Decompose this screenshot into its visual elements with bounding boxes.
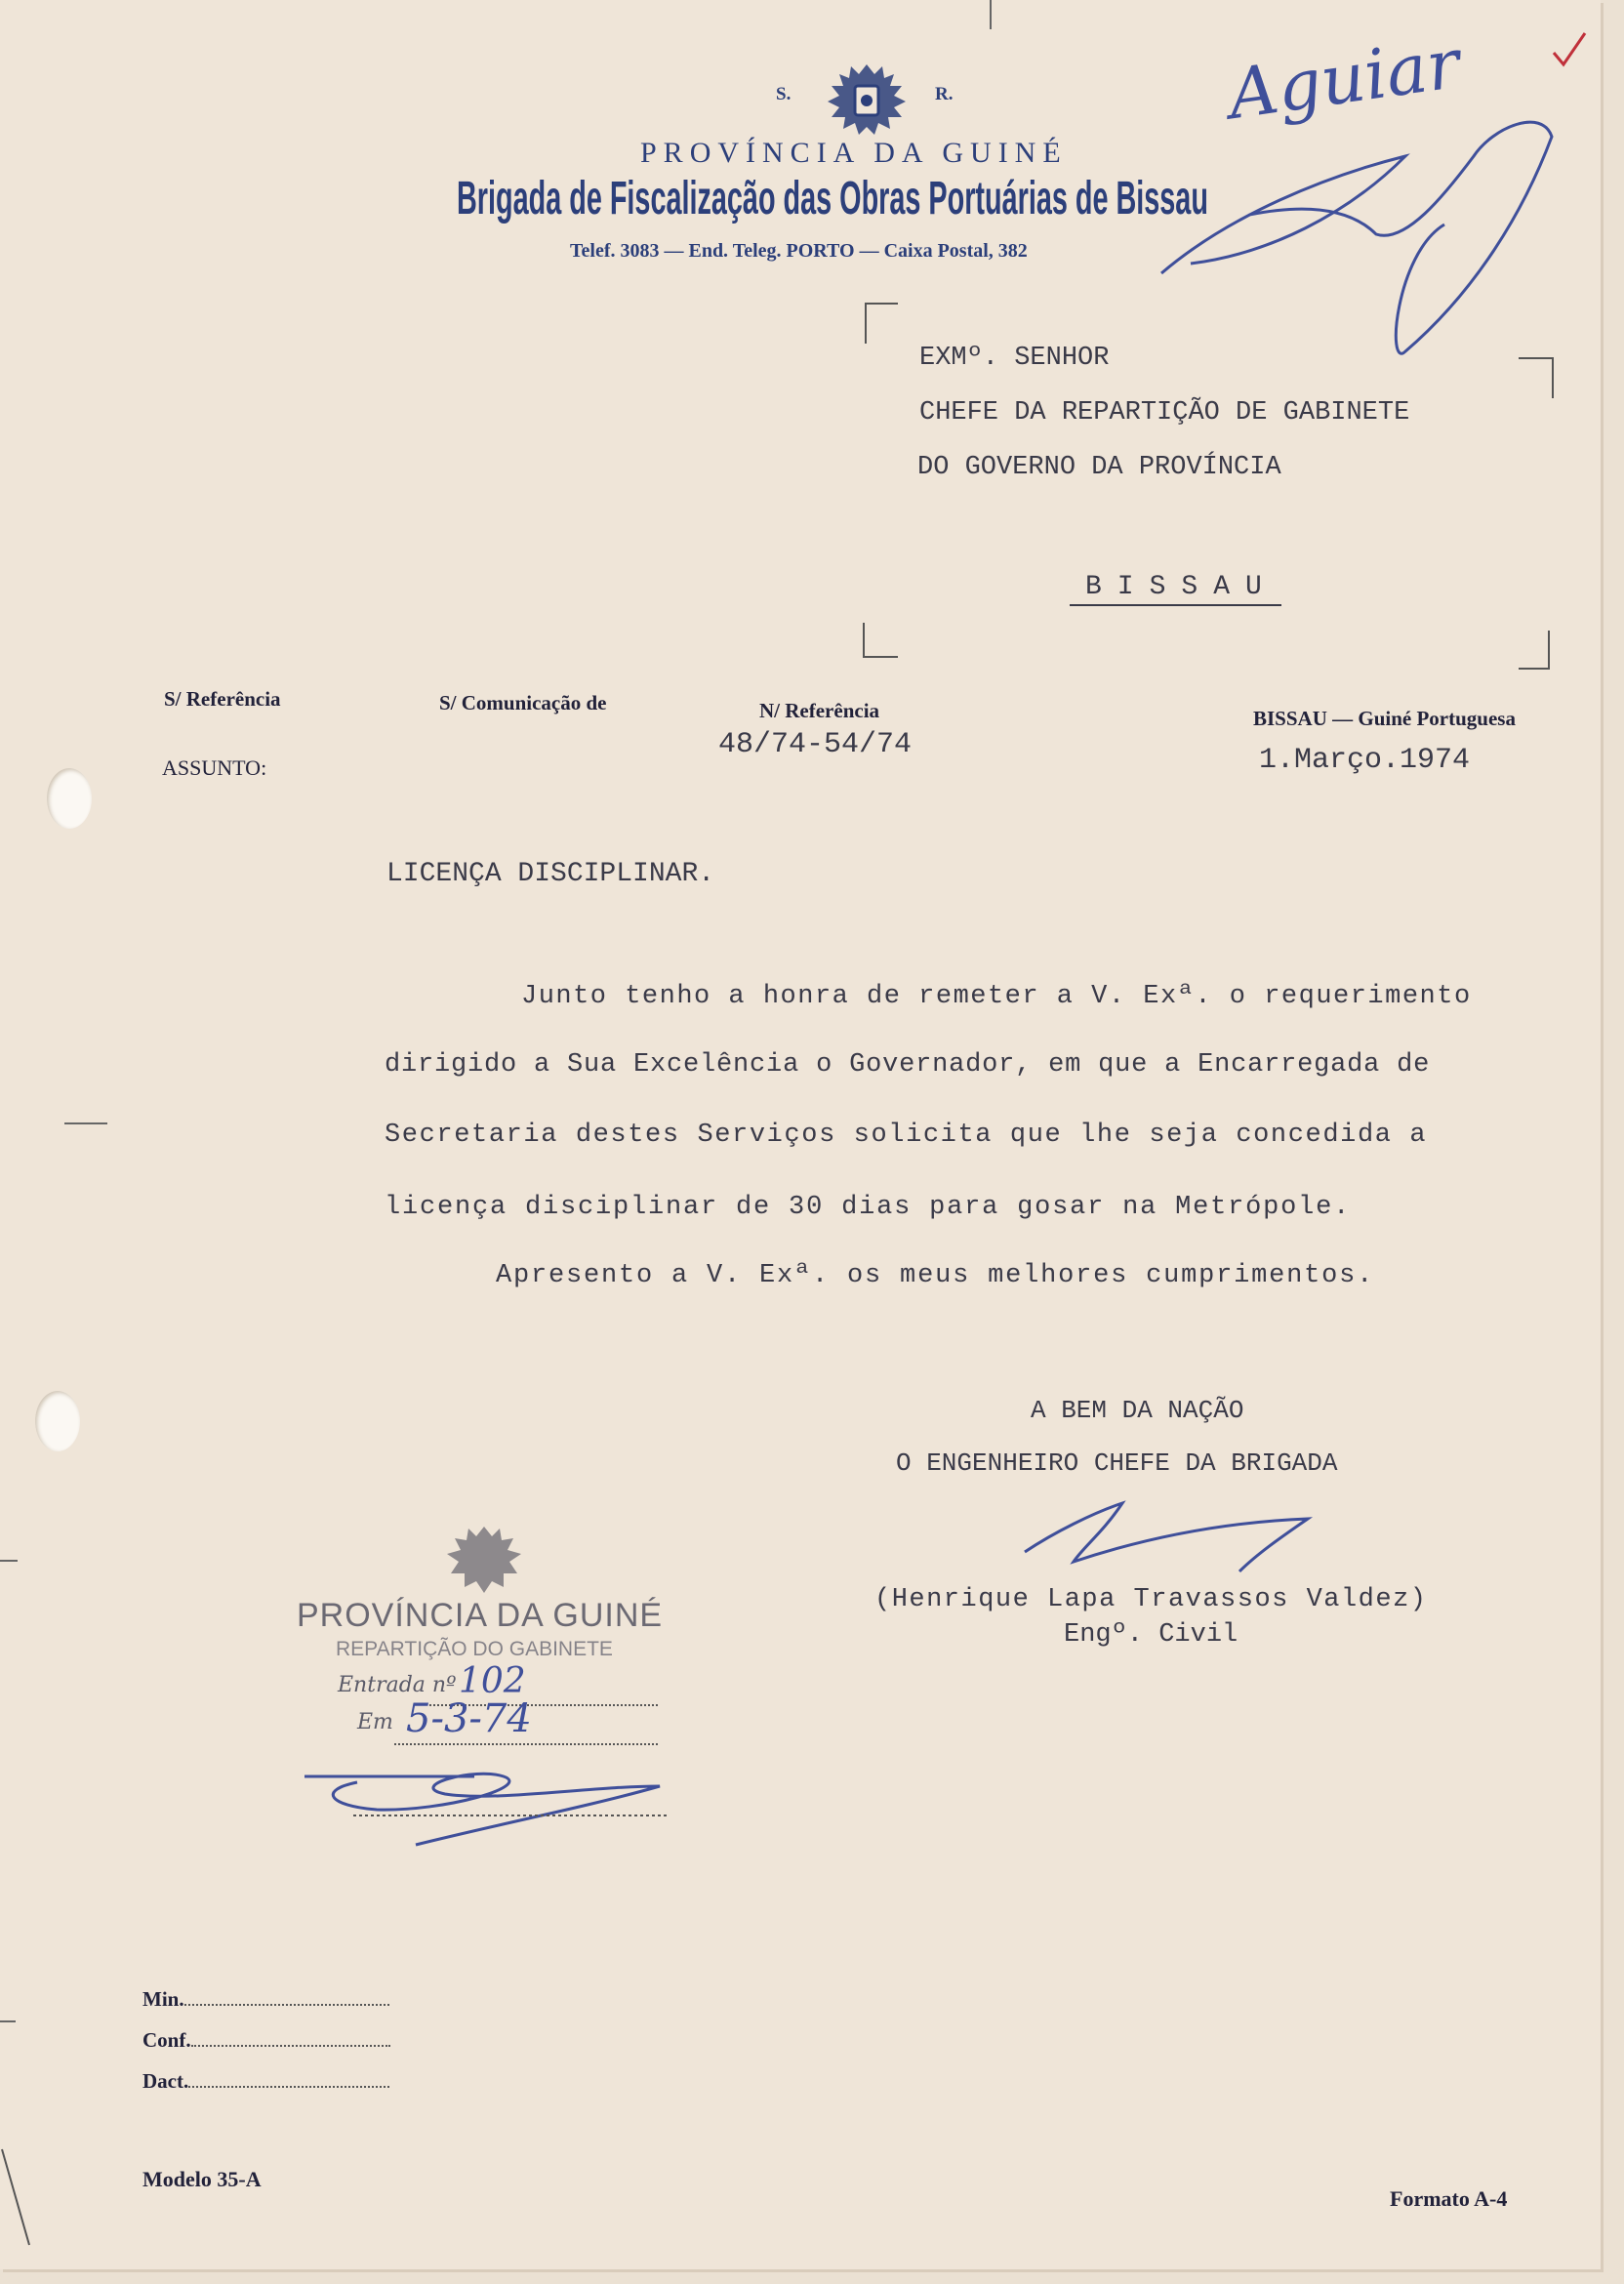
min-label: Min.	[142, 1987, 184, 2011]
addressee-city: BISSAU	[1070, 572, 1281, 606]
fold-mark	[990, 0, 992, 29]
r-letter: R.	[935, 84, 954, 104]
conf-field	[142, 2028, 390, 2053]
date-value: 1.Março.1974	[1259, 744, 1471, 777]
punch-hole-top	[47, 768, 92, 829]
address-bracket-br	[1519, 631, 1550, 670]
place-label: BISSAU — Guiné Portuguesa	[1253, 707, 1516, 730]
handwritten-annotation: Aguiar	[1223, 22, 1465, 136]
min-field	[142, 1987, 389, 2012]
address-bracket-tr	[1519, 357, 1554, 398]
brigade-heading: Brigada de Fiscalização das Obras Portuárias de Bissau	[457, 173, 1208, 224]
body-line-1: Junto tenho a honra de remeter a V. Exª. o requerimento	[521, 982, 1472, 1011]
province-heading: PROVÍNCIA DA GUINÉ	[640, 137, 1068, 169]
stamp-date-value: 5-3-74	[406, 1696, 532, 1741]
model-label: Modelo 35-A	[142, 2167, 262, 2191]
address-bracket-bl	[863, 623, 898, 658]
corner-mark	[0, 2147, 39, 2255]
stamp-date-label: Em	[357, 1710, 393, 1734]
format-label: Formato A-4	[1390, 2186, 1508, 2211]
stamp-line-1: PROVÍNCIA DA GUINÉ	[297, 1597, 664, 1634]
subject-label: ASSUNTO:	[162, 755, 267, 780]
signatory-title: Engº. Civil	[1064, 1620, 1238, 1650]
addressee-line-1: EXMº. SENHOR	[919, 344, 1110, 373]
addressee-line-3: DO GOVERNO DA PROVÍNCIA	[917, 453, 1281, 482]
pen-strokes	[1152, 98, 1562, 390]
stamp-emblem-icon	[437, 1523, 531, 1595]
fold-mark	[0, 2020, 16, 2022]
conf-label: Conf.	[142, 2028, 191, 2052]
signatory-name: (Henrique Lapa Travassos Valdez)	[874, 1585, 1428, 1614]
punch-hole-bottom	[35, 1391, 80, 1451]
signature	[1015, 1493, 1347, 1581]
body-line-4: licença disciplinar de 30 dias para gosar na Metrópole.	[385, 1193, 1352, 1222]
fold-mark	[0, 1560, 18, 1562]
s-reference-label: S/ Referência	[164, 687, 281, 711]
closing-line-2: O ENGENHEIRO CHEFE DA BRIGADA	[896, 1448, 1338, 1478]
conf-line	[191, 2045, 390, 2047]
contacts-line: Telef. 3083 — End. Teleg. PORTO — Caixa Postal, 382	[570, 240, 1028, 262]
body-line-3: Secretaria destes Serviços solicita que lhe seja concedida a	[385, 1121, 1428, 1150]
coat-of-arms-icon	[820, 61, 914, 143]
subject-text: LICENÇA DISCIPLINAR.	[386, 859, 715, 889]
dact-field	[142, 2069, 389, 2094]
stamp-initials	[299, 1747, 679, 1855]
dact-label: Dact.	[142, 2069, 189, 2093]
stamp-date-line	[394, 1743, 658, 1745]
closing-line-1: A BEM DA NAÇÃO	[1031, 1396, 1244, 1425]
dact-line	[188, 2086, 389, 2088]
s-letter: S.	[776, 84, 792, 104]
s-communication-label: S/ Comunicação de	[439, 691, 607, 714]
body-line-5: Apresento a V. Exª. os meus melhores cumprimentos.	[496, 1261, 1375, 1290]
body-line-2: dirigido a Sua Excelência o Governador, em que a Encarregada de	[385, 1050, 1431, 1080]
stamp-line-2: REPARTIÇÃO DO GABINETE	[336, 1638, 613, 1660]
n-reference-label: N/ Referência	[759, 699, 880, 722]
min-line	[184, 2004, 389, 2006]
fold-mark	[64, 1122, 107, 1124]
addressee-line-2: CHEFE DA REPARTIÇÃO DE GABINETE	[919, 398, 1410, 428]
address-bracket-tl	[865, 303, 898, 344]
n-reference-value: 48/74-54/74	[718, 728, 913, 761]
stamp-entry-label: Entrada nº	[338, 1673, 457, 1697]
stamp-entry-value: 102	[459, 1661, 526, 1701]
checkmark-icon	[1550, 29, 1589, 68]
